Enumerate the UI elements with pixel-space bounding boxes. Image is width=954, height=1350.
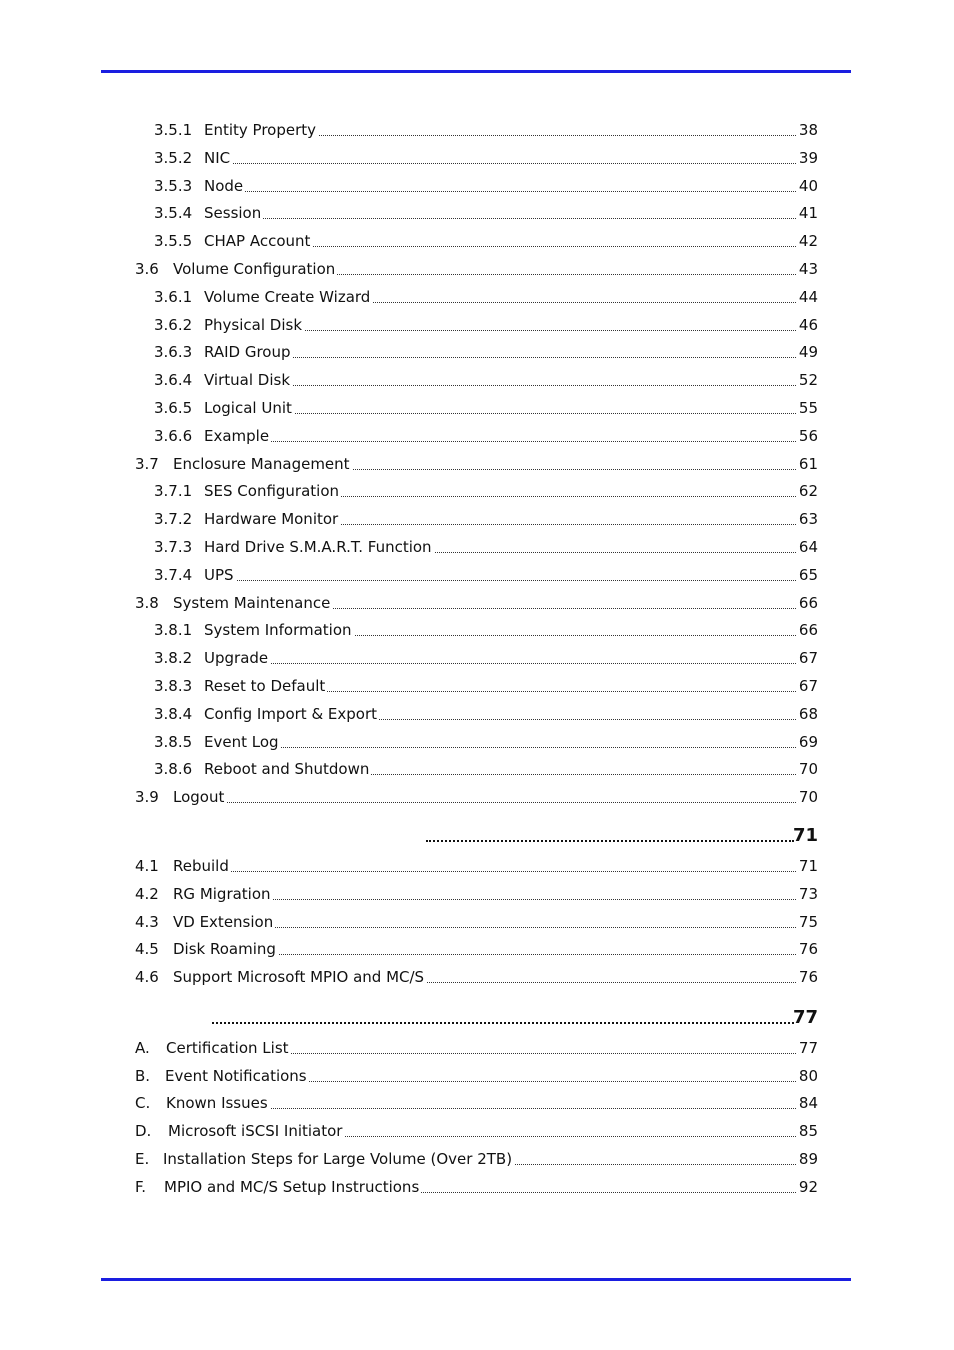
toc-entry[interactable] — [0, 479, 954, 501]
toc-entry-number: 3.5.3 — [154, 176, 193, 195]
toc-entry[interactable] — [0, 424, 954, 446]
toc-entry-number: 4.6 — [135, 968, 159, 987]
toc-entry-page: 71 — [798, 857, 818, 875]
toc-entry-page: 66 — [798, 593, 818, 612]
toc-entry-number: 3.5.4 — [154, 204, 193, 223]
toc-entry-leader — [208, 357, 796, 358]
toc-entry-title: Rebuild — [173, 857, 229, 875]
toc-entry-title: Session — [204, 204, 262, 223]
toc-entry-number: 3.5.1 — [154, 121, 193, 139]
toc-entry[interactable] — [0, 910, 954, 932]
toc-entry-number: 3.7.1 — [154, 482, 193, 501]
toc-entry-number: 3.8.4 — [154, 704, 193, 723]
toc-entry-number: 3.5.5 — [154, 232, 193, 251]
toc-entry-title: Virtual Disk — [204, 371, 291, 390]
toc-entry[interactable] — [0, 1064, 954, 1086]
toc-entry[interactable] — [0, 937, 954, 959]
toc-entry[interactable] — [0, 563, 954, 585]
toc-entry-number: 3.6.4 — [154, 371, 193, 390]
toc-entry-number: 3.7.3 — [154, 538, 193, 556]
toc-entry-leader — [208, 218, 796, 219]
toc-entry[interactable] — [0, 882, 954, 904]
toc-entry-number: F. — [135, 1177, 146, 1196]
toc-entry-number: 4.1 — [135, 857, 159, 875]
toc-entry-page: 49 — [798, 343, 818, 362]
toc-entry-page: 75 — [798, 912, 818, 931]
toc-entry-title: System Information — [204, 621, 352, 640]
toc-entry-number: 3.8 — [135, 593, 159, 612]
toc-entry[interactable] — [0, 730, 954, 752]
toc-entry-number: 3.8.1 — [154, 621, 193, 640]
toc-entry-title: System Maintenance — [173, 593, 331, 612]
toc-entry-page: 52 — [798, 371, 818, 390]
toc-entry-number: 3.6 — [135, 260, 159, 278]
toc-entry-title: Hardware Monitor — [204, 510, 339, 529]
toc-entry-title: Entity Property — [204, 121, 317, 139]
toc-entry-page: 73 — [798, 884, 818, 903]
toc-entry-title: Hard Drive S.M.A.R.T. Function — [204, 538, 432, 556]
toc-entry-leader — [208, 385, 796, 386]
toc-entry-number: 4.2 — [135, 884, 159, 903]
toc-entry-number: 3.6.1 — [154, 287, 193, 306]
toc-entry[interactable] — [0, 702, 954, 724]
toc-entry-leader — [208, 163, 796, 164]
toc-entry-title: Reboot and Shutdown — [204, 760, 370, 779]
toc-entry-page: 65 — [798, 565, 818, 584]
toc-entry-title: Reset to Default — [204, 677, 326, 695]
toc-entry-title: Volume Configuration — [173, 260, 336, 278]
toc-entry-leader — [177, 802, 796, 803]
toc-entry[interactable] — [0, 396, 954, 418]
toc-entry-page: 61 — [798, 454, 818, 473]
toc-entry-page: 67 — [798, 649, 818, 668]
toc-entry[interactable] — [0, 340, 954, 362]
toc-entry-page: 40 — [798, 176, 818, 195]
toc-entry-title: Certification List — [166, 1039, 289, 1057]
toc-entry-number: 3.5.2 — [154, 148, 193, 167]
toc-entry-page: 43 — [798, 260, 818, 278]
toc-entry[interactable] — [0, 591, 954, 613]
toc-entry[interactable] — [0, 1036, 954, 1058]
toc-entry-number: 3.6.3 — [154, 343, 193, 362]
toc-entry-number: 4.3 — [135, 912, 159, 931]
toc-entry-title: Event Notifications — [165, 1066, 307, 1085]
toc-entry-title: Enclosure Management — [173, 454, 350, 473]
toc-entry-title: CHAP Account — [204, 232, 311, 251]
toc-entry-title: Support Microsoft MPIO and MC/S — [173, 968, 425, 987]
toc-entry-number: 3.6.6 — [154, 426, 193, 445]
toc-entry-page: 84 — [798, 1094, 818, 1113]
toc-entry-title: Physical Disk — [204, 315, 303, 334]
toc-entry-page: 77 — [798, 1039, 818, 1057]
toc-entry-page: 38 — [798, 121, 818, 139]
toc-entry[interactable] — [0, 313, 954, 335]
toc-entry-number: 3.6.5 — [154, 399, 193, 417]
toc-entry[interactable] — [0, 146, 954, 168]
toc-entry[interactable] — [0, 118, 954, 140]
toc-entry-title: Node — [204, 176, 244, 195]
toc-entry-title: Upgrade — [204, 649, 269, 668]
toc-entry-page: 39 — [798, 148, 818, 167]
toc-entry-title: RAID Group — [204, 343, 291, 362]
toc-entry-title: VD Extension — [173, 912, 274, 931]
toc-entry-number: E. — [135, 1149, 150, 1168]
toc-entry-page: 76 — [798, 968, 818, 987]
toc-entry[interactable] — [0, 854, 954, 876]
toc-entry-title: Known Issues — [166, 1094, 268, 1113]
toc-entry[interactable] — [0, 646, 954, 668]
toc-entry-leader — [208, 441, 796, 442]
toc-entry-number: 4.5 — [135, 940, 159, 959]
toc-entry-number: 3.6.2 — [154, 315, 193, 334]
toc-entry[interactable] — [0, 674, 954, 696]
toc-entry-title: NIC — [204, 148, 231, 167]
toc-entry-page: 76 — [798, 940, 818, 959]
appendix-page: 77 — [792, 1007, 818, 1028]
toc-entry-number: 3.8.5 — [154, 732, 193, 751]
toc-entry-leader — [208, 747, 796, 748]
toc-entry-title: Event Log — [204, 732, 279, 751]
toc-entry-page: 44 — [798, 287, 818, 306]
toc-entry-page: 42 — [798, 232, 818, 251]
toc-entry-number: 3.7 — [135, 454, 159, 473]
toc-entry[interactable] — [0, 1175, 954, 1197]
toc-entry-page: 80 — [798, 1066, 818, 1085]
toc-entry-page: 70 — [798, 760, 818, 779]
toc-entry-page: 41 — [798, 204, 818, 223]
toc-entry-title: Installation Steps for Large Volume (Over 2TB) — [163, 1149, 513, 1168]
toc-entry-page: 70 — [798, 788, 818, 807]
toc-entry-page: 92 — [798, 1177, 818, 1196]
toc-entry[interactable] — [0, 1147, 954, 1169]
appendix-leader — [212, 1022, 794, 1024]
toc-entry-title: RG Migration — [173, 884, 271, 903]
toc-entry-page: 62 — [798, 482, 818, 501]
toc-entry-title: SES Configuration — [204, 482, 340, 501]
toc-entry-number: 3.9 — [135, 788, 159, 807]
toc-entry-page: 67 — [798, 677, 818, 695]
footer-rule — [101, 1278, 851, 1281]
toc-entry[interactable] — [0, 229, 954, 251]
toc-entry-number: A. — [135, 1039, 150, 1057]
toc-entry-title: Config Import & Export — [204, 704, 378, 723]
toc-entry-title: Microsoft iSCSI Initiator — [168, 1122, 343, 1141]
chapter-4-page: 71 — [792, 825, 818, 846]
toc-entry-number: 3.7.4 — [154, 565, 193, 584]
toc-entry-leader — [177, 871, 796, 872]
toc-entry-page: 56 — [798, 426, 818, 445]
toc-entry[interactable] — [0, 785, 954, 807]
toc-entry[interactable] — [0, 201, 954, 223]
toc-entry-page: 66 — [798, 621, 818, 640]
toc-entry-title: Volume Create Wizard — [204, 287, 371, 306]
toc-entry[interactable] — [0, 452, 954, 474]
toc-entry[interactable] — [0, 1091, 954, 1113]
toc-entry[interactable] — [0, 965, 954, 987]
toc-entry-page: 46 — [798, 315, 818, 334]
toc-entry-title: UPS — [204, 565, 234, 584]
toc-entry-leader — [208, 191, 796, 192]
toc-entry-page: 63 — [798, 510, 818, 529]
toc-entry-title: Example — [204, 426, 270, 445]
toc-entry[interactable] — [0, 507, 954, 529]
toc-entry-page: 64 — [798, 538, 818, 556]
toc-entry[interactable] — [0, 618, 954, 640]
toc-entry-number: C. — [135, 1094, 151, 1113]
toc-entry-title: Logical Unit — [204, 399, 292, 417]
toc-entry-page: 55 — [798, 399, 818, 417]
toc-entry-number: 3.8.2 — [154, 649, 193, 668]
toc-entry-leader — [208, 663, 796, 664]
toc-entry[interactable] — [0, 285, 954, 307]
toc-entry-number: 3.8.3 — [154, 677, 193, 695]
toc-entry-number: B. — [135, 1066, 151, 1085]
toc-entry-page: 89 — [798, 1149, 818, 1168]
toc-entry-page: 85 — [798, 1122, 818, 1141]
appendix-heading[interactable] — [0, 1004, 954, 1030]
toc-entry[interactable] — [0, 1119, 954, 1141]
toc-entry-leader — [208, 580, 796, 581]
toc-entry-leader — [208, 413, 796, 414]
chapter-4-leader — [426, 840, 794, 842]
toc-entry-number: 3.7.2 — [154, 510, 193, 529]
toc-entry-title: Logout — [173, 788, 225, 807]
toc-entry[interactable] — [0, 368, 954, 390]
toc-entry-page: 69 — [798, 732, 818, 751]
toc-entry-number: D. — [135, 1122, 152, 1141]
chapter-4-heading[interactable] — [0, 822, 954, 848]
toc-entry[interactable] — [0, 757, 954, 779]
toc-entry[interactable] — [0, 535, 954, 557]
toc-entry-page: 68 — [798, 704, 818, 723]
toc-entry[interactable] — [0, 257, 954, 279]
toc-entry-title: MPIO and MC/S Setup Instructions — [164, 1177, 420, 1196]
toc-entry-number: 3.8.6 — [154, 760, 193, 779]
toc-entry-title: Disk Roaming — [173, 940, 276, 959]
toc-entry[interactable] — [0, 174, 954, 196]
